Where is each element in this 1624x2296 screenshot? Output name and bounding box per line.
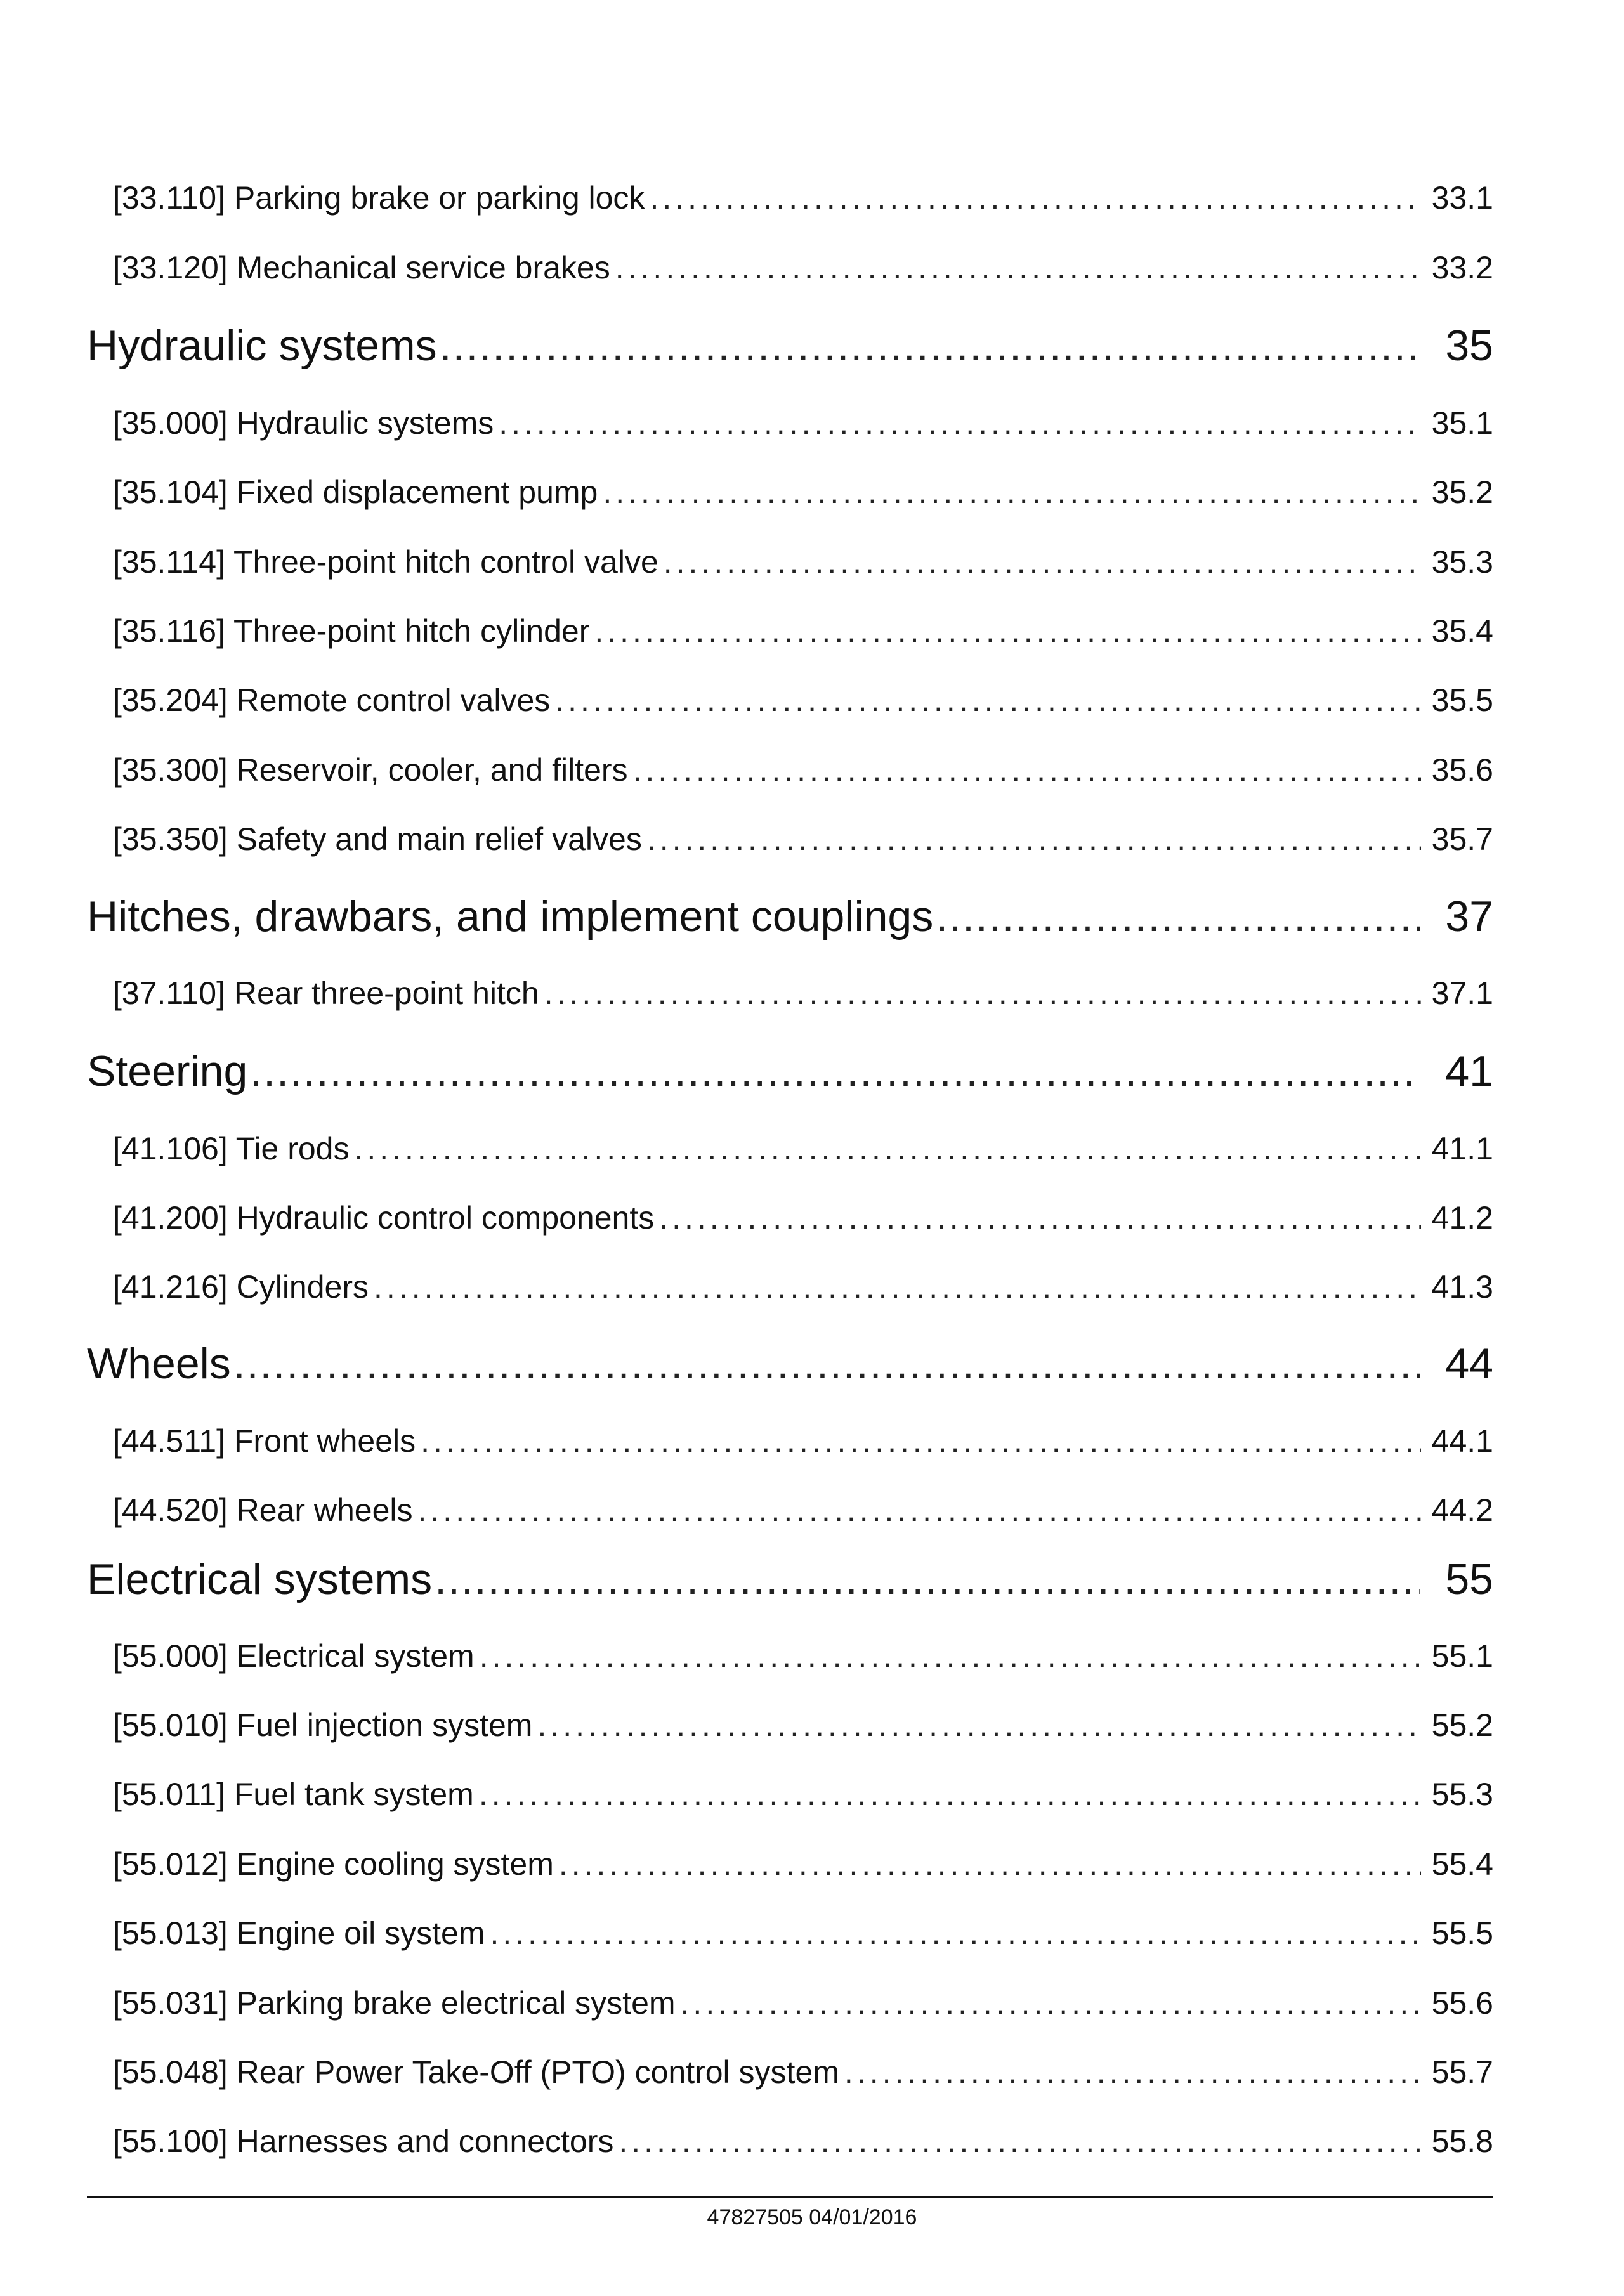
toc-page-number: 37.1 [1431,975,1493,1011]
toc-entry-title: [35.350] Safety and main relief valves [113,821,642,857]
dot-leader [936,889,1420,944]
toc-entry-title: [55.048] Rear Power Take-Off (PTO) control system [113,2054,839,2090]
dot-leader [681,1983,1421,2023]
toc-page-number: 41.1 [1431,1131,1493,1166]
dot-leader [659,1197,1421,1238]
toc-page-number: 35.3 [1431,544,1493,580]
toc-entry[interactable] [113,973,1493,1014]
toc-page-number: 55.3 [1431,1777,1493,1812]
toc-page-number: 44 [1445,1340,1493,1388]
toc-entry-title: [55.000] Electrical system [113,1638,475,1674]
dot-leader [619,2121,1421,2162]
toc-entry-title: [55.031] Parking brake electrical system [113,1985,676,2021]
dot-leader [490,1913,1421,1954]
dot-leader [603,472,1421,512]
toc-entry[interactable] [113,542,1493,582]
dot-leader [650,178,1421,218]
toc-entry[interactable] [113,1267,1493,1307]
toc-entry[interactable] [113,611,1493,651]
toc-page-number: 55.7 [1431,2054,1493,2090]
toc-page-number: 41.2 [1431,1200,1493,1236]
toc-entry-title: [55.012] Engine cooling system [113,1846,554,1882]
toc-entry-title: [37.110] Rear three-point hitch [113,975,539,1011]
dot-leader [435,1552,1420,1607]
toc-entry[interactable] [113,1844,1493,1884]
toc-page-number: 55.5 [1431,1915,1493,1951]
toc-entry[interactable] [113,1705,1493,1745]
toc-section-title: Steering [87,1047,248,1095]
toc-entry-title: [33.110] Parking brake or parking lock [113,180,645,216]
toc-page-number: 35.5 [1431,682,1493,718]
toc-entry-title: [35.204] Remote control valves [113,682,551,718]
toc-entry[interactable] [113,680,1493,721]
dot-leader [374,1267,1421,1307]
toc-page-number: 55.8 [1431,2123,1493,2159]
toc-page-number: 44.2 [1431,1492,1493,1528]
toc-entry-title: [35.000] Hydraulic systems [113,405,494,441]
dot-leader [647,819,1421,859]
toc-entry-title: [35.104] Fixed displacement pump [113,474,598,510]
toc-entry-title: [44.520] Rear wheels [113,1492,413,1528]
dot-leader [664,542,1421,582]
toc-entry-title: [41.200] Hydraulic control components [113,1200,655,1236]
dot-leader [480,1636,1421,1676]
dot-leader [233,1336,1420,1391]
toc-section-title: Wheels [87,1340,231,1388]
toc-entry[interactable] [113,1774,1493,1815]
toc-entry-title: [41.106] Tie rods [113,1131,350,1166]
dot-leader [555,680,1421,721]
toc-entry[interactable] [113,2121,1493,2162]
toc-page-number: 33.2 [1431,250,1493,285]
toc-entry-title: [35.300] Reservoir, cooler, and filters [113,752,628,788]
dot-leader [440,318,1420,373]
toc-entry[interactable] [113,1421,1493,1461]
toc-entry[interactable] [113,750,1493,790]
toc-entry[interactable] [113,1490,1493,1530]
toc-page-number: 55.2 [1431,1707,1493,1743]
toc-entry-title: [33.120] Mechanical service brakes [113,250,610,285]
toc-section-entry[interactable] [87,1044,1493,1099]
dot-leader [421,1421,1421,1461]
toc-section-entry[interactable] [87,318,1493,373]
toc-entry[interactable] [113,247,1493,288]
dot-leader [633,750,1421,790]
toc-section-title: Hitches, drawbars, and implement couplings [87,892,934,941]
toc-page-number: 35.4 [1431,613,1493,649]
toc-entry-title: [41.216] Cylinders [113,1269,369,1305]
dot-leader [354,1128,1421,1169]
dot-leader [479,1774,1421,1815]
toc-entry[interactable] [113,1636,1493,1676]
toc-entry[interactable] [113,1128,1493,1169]
footer-doc-id: 47827505 04/01/2016 [707,2205,917,2229]
toc-page-number: 37 [1445,892,1493,941]
footer-rule [87,2196,1493,2198]
toc-page-number: 35 [1445,322,1493,370]
toc-entry-title: [55.013] Engine oil system [113,1915,485,1951]
toc-entry[interactable] [113,178,1493,218]
toc-entry-title: [55.010] Fuel injection system [113,1707,533,1743]
dot-leader [418,1490,1421,1530]
toc-page-number: 33.1 [1431,180,1493,216]
toc-section-entry[interactable] [87,1336,1493,1391]
toc-page-number: 55.1 [1431,1638,1493,1674]
toc-entry[interactable] [113,819,1493,859]
toc-page-number: 35.7 [1431,821,1493,857]
toc-section-title: Electrical systems [87,1555,433,1603]
toc-page-number: 41.3 [1431,1269,1493,1305]
toc-entry-title: [35.116] Three-point hitch cylinder [113,613,590,649]
toc-entry[interactable] [113,2052,1493,2092]
toc-page-number: 55 [1445,1555,1493,1603]
toc-section-entry[interactable] [87,889,1493,944]
toc-entry-title: [55.011] Fuel tank system [113,1777,474,1812]
toc-page-number: 55.4 [1431,1846,1493,1882]
toc-entry[interactable] [113,1983,1493,2023]
toc-page-number: 35.1 [1431,405,1493,441]
dot-leader [544,973,1421,1014]
dot-leader [250,1044,1420,1099]
toc-entry-title: [44.511] Front wheels [113,1423,416,1459]
dot-leader [559,1844,1421,1884]
toc-page-number: 55.6 [1431,1985,1493,2021]
toc-page-number: 35.6 [1431,752,1493,788]
dot-leader [594,611,1421,651]
dot-leader [615,247,1421,288]
toc-entry[interactable] [113,1197,1493,1238]
toc-page-number: 44.1 [1431,1423,1493,1459]
toc-page-number: 41 [1445,1047,1493,1095]
dot-leader [499,403,1421,443]
dot-leader [537,1705,1421,1745]
toc-entry[interactable] [113,1913,1493,1954]
toc-entry[interactable] [113,403,1493,443]
toc-entry-title: [55.100] Harnesses and connectors [113,2123,614,2159]
dot-leader [844,2052,1421,2092]
toc-page-number: 35.2 [1431,474,1493,510]
toc-section-title: Hydraulic systems [87,322,437,370]
toc-entry[interactable] [113,472,1493,512]
toc-entry-title: [35.114] Three-point hitch control valve [113,544,658,580]
toc-section-entry[interactable] [87,1552,1493,1607]
